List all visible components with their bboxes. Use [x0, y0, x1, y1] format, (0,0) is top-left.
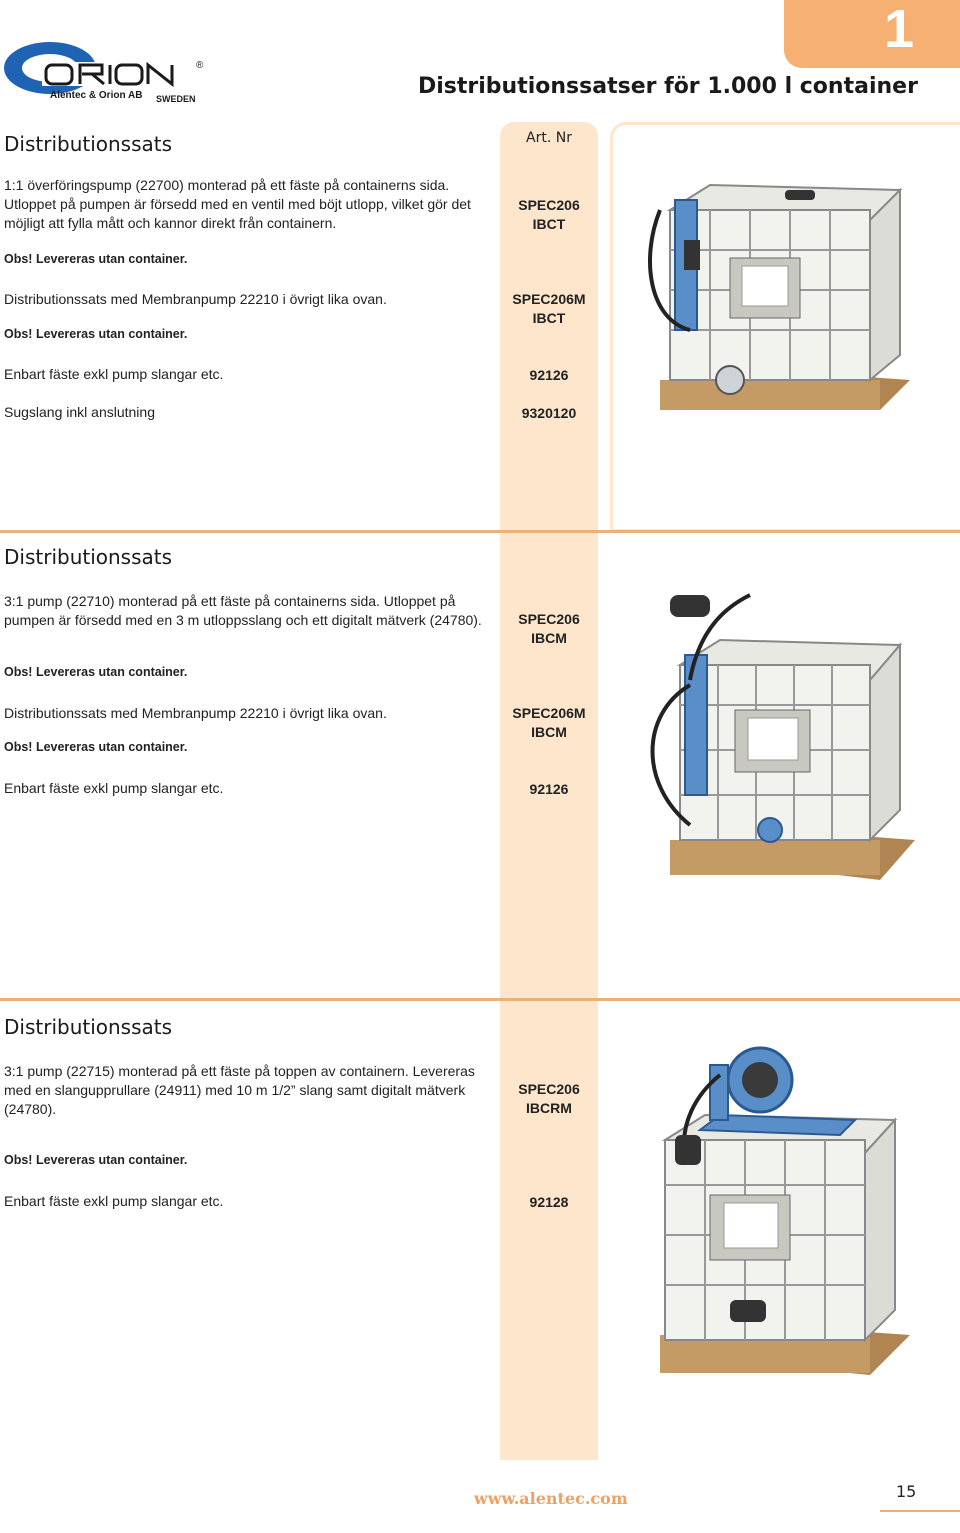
- obs-note: Obs! Levereras utan container.: [4, 1153, 188, 1167]
- section-description: 3:1 pump (22710) monterad på ett fäste på containerns sida. Utloppet på pumpen är försedd med en 3 m utloppsslang och ett digitalt mätverk (24780).: [4, 593, 482, 628]
- page-number: 15: [896, 1482, 917, 1501]
- section-title: Distributionssats: [4, 132, 173, 156]
- art-nr-header: Art. Nr: [526, 130, 572, 146]
- variant-text: Distributionssats med Membranpump 22210 i övrigt lika ovan.: [4, 705, 387, 721]
- variant-text: Distributionssats med Membranpump 22210 i övrigt lika ovan.: [4, 291, 387, 307]
- art-number: SPEC206 IBCRM: [518, 1081, 580, 1116]
- extra-text: Sugslang inkl anslutning: [4, 404, 155, 420]
- logo-country: SWEDEN: [156, 94, 196, 104]
- ibc-container-photo: [640, 1035, 920, 1380]
- section-title: Distributionssats: [4, 545, 173, 569]
- obs-note: Obs! Levereras utan container.: [4, 327, 188, 341]
- section-description: 3:1 pump (22715) monterad på ett fäste på toppen av containern. Levereras med en slangupprullare (24911) med 10 m 1/2” slang samt digitalt mätverk (24780).: [4, 1063, 475, 1117]
- art-number: SPEC206 IBCM: [518, 611, 580, 646]
- art-number: SPEC206 IBCT: [518, 197, 580, 232]
- obs-note: Obs! Levereras utan container.: [4, 740, 188, 754]
- chapter-tab: [784, 0, 960, 68]
- orion-logo: [2, 38, 212, 104]
- section-description: 1:1 överföringspump (22700) monterad på ett fäste på containerns sida. Utloppet på pumpen är försedd med en ventil med böjt utlopp, vilket gör det möjligt att fylla mått och kannor direkt från containern.: [4, 177, 471, 231]
- art-number: 9320120: [521, 405, 577, 421]
- ibc-container-photo: [630, 585, 920, 885]
- section-title: Distributionssats: [4, 1015, 173, 1039]
- art-number: SPEC206M IBCM: [512, 705, 586, 740]
- obs-note: Obs! Levereras utan container.: [4, 665, 188, 679]
- art-number: SPEC206M IBCT: [512, 291, 586, 326]
- bracket-text: Enbart fäste exkl pump slangar etc.: [4, 1193, 224, 1209]
- page-number-rule: [880, 1510, 960, 1512]
- ibc-container-photo: [630, 180, 920, 420]
- art-number: 92126: [529, 781, 569, 797]
- logo-tagline: Alentec & Orion AB: [50, 90, 143, 101]
- art-number: 92126: [529, 367, 569, 383]
- section-divider: [0, 998, 960, 1001]
- registered-mark: ®: [196, 60, 204, 71]
- obs-note: Obs! Levereras utan container.: [4, 252, 188, 266]
- bracket-text: Enbart fäste exkl pump slangar etc.: [4, 780, 224, 796]
- page-title: Distributionssatser för 1.000 l container: [418, 74, 918, 99]
- bracket-text: Enbart fäste exkl pump slangar etc.: [4, 366, 224, 382]
- art-number: 92128: [529, 1194, 569, 1210]
- footer-url-link[interactable]: www.alentec.com: [474, 1489, 628, 1508]
- chapter-number: 1: [883, 0, 914, 59]
- section-divider: [0, 530, 960, 533]
